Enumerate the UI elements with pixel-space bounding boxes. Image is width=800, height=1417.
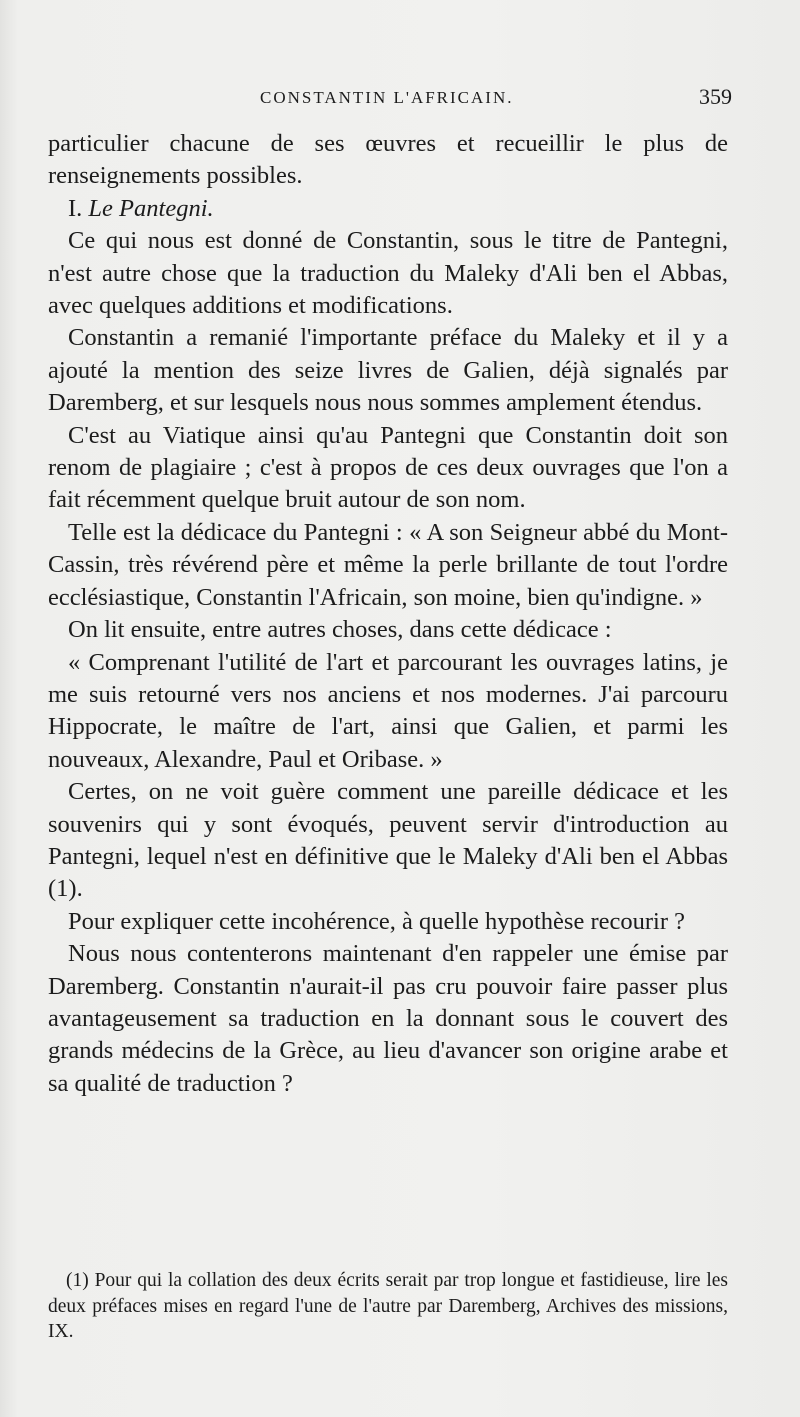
running-title: CONSTANTIN L'AFRICAIN. <box>260 88 514 107</box>
paragraph: Pour expliquer cette incohérence, à quelle hypothèse recourir ? <box>68 907 685 935</box>
section-heading <box>48 193 728 225</box>
section-title: Le Pantegni. <box>88 194 214 222</box>
running-head <box>48 84 730 114</box>
paragraph: « Comprenant l'utilité de l'art et parcourant les ouvrages latins, je me suis retourné vers nos anciens et nos modernes. J'ai parcouru Hippocrate, le maître de l'art, ainsi que Galien, et parmi les nouveaux, Alexandre, Paul et Oribase. » <box>48 648 728 773</box>
paragraph: Telle est la dédicace du Pantegni : « A son Seigneur abbé du Mont-Cassin, très révérend père et même la perle brillante de tout l'ordre ecclésiastique, Constantin l'Africain, son moine, bien qu'indigne. » <box>48 518 728 611</box>
section-number: I. <box>68 194 83 222</box>
footnote-text: (1) Pour qui la collation des deux écrits serait par trop longue et fastidieuse, lire les deux préfaces mises en regard l'une de l'autre par Daremberg, Archives des missions, IX. <box>48 1270 728 1342</box>
paragraph: C'est au Viatique ainsi qu'au Pantegni que Constantin doit son renom de plagiaire ; c'est à propos de ces deux ouvrages que l'on a fait récemment quelque bruit autour de son nom. <box>48 421 728 514</box>
paragraph: Constantin a remanié l'importante préface du Maleky et il y a ajouté la mention des seize livres de Galien, déjà signalés par Daremberg, et sur lesquels nous nous sommes amplement étendus. <box>48 324 728 417</box>
paragraph: Certes, on ne voit guère comment une pareille dédicace et les souvenirs qui y sont évoqués, peuvent servir d'introduction au Pantegni, lequel n'est en définitive que le Maleky d'Ali ben el Abbas (1). <box>48 778 728 903</box>
footnote <box>48 1268 728 1345</box>
paragraph: On lit ensuite, entre autres choses, dans cette dédicace : <box>68 616 612 644</box>
paragraph: Ce qui nous est donné de Constantin, sous le titre de Pantegni, n'est autre chose que la traduction du Maleky d'Ali ben el Abbas, avec quelques additions et modifications. <box>48 227 728 320</box>
paragraph: Nous nous contenterons maintenant d'en rappeler une émise par Daremberg. Constantin n'aurait-il pas cru pouvoir faire passer plus avantageusement sa traduction en la donnant sous le couvert des grands médecins de la Grèce, au lieu d'avancer son origine arabe et sa qualité de traduction ? <box>48 940 728 1097</box>
page-number: 359 <box>699 84 732 109</box>
paragraph: particulier chacune de ses œuvres et recueillir le plus de renseignements possibles. <box>48 130 728 190</box>
body-text <box>48 128 728 1100</box>
